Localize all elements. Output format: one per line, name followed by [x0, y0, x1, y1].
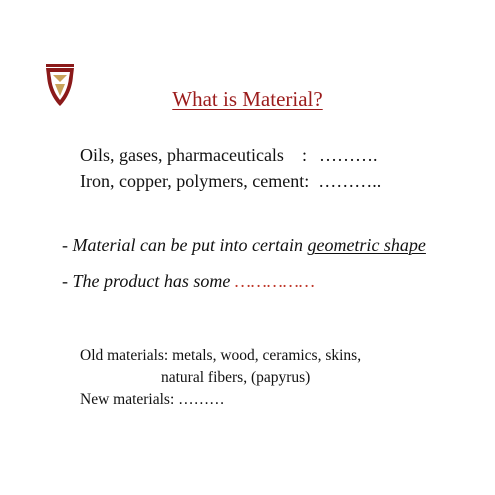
point-text: - Material can be put into certain: [62, 235, 308, 255]
point-product: [62, 270, 315, 292]
example-items: Iron, copper, polymers, cement:: [80, 171, 310, 191]
old-materials-continued: natural fibers, (papyrus): [161, 369, 311, 386]
example-separator: :: [301, 145, 307, 165]
point-blank: ……………: [234, 271, 315, 291]
point-text: - The product has some: [62, 271, 235, 291]
new-materials-line: New materials: ………: [80, 391, 225, 408]
example-items: Oils, gases, pharmaceuticals: [80, 145, 284, 165]
example-line-2: [80, 170, 381, 192]
example-line-1: [80, 144, 377, 166]
point-emphasis: geometric shape: [307, 235, 426, 255]
example-blank: ………..: [318, 171, 382, 191]
point-geometric-shape: [62, 234, 426, 256]
page-title: What is Material?: [172, 87, 323, 111]
example-blank: ……….: [318, 145, 378, 165]
old-materials-line: Old materials: metals, wood, ceramics, skins,: [80, 347, 362, 364]
